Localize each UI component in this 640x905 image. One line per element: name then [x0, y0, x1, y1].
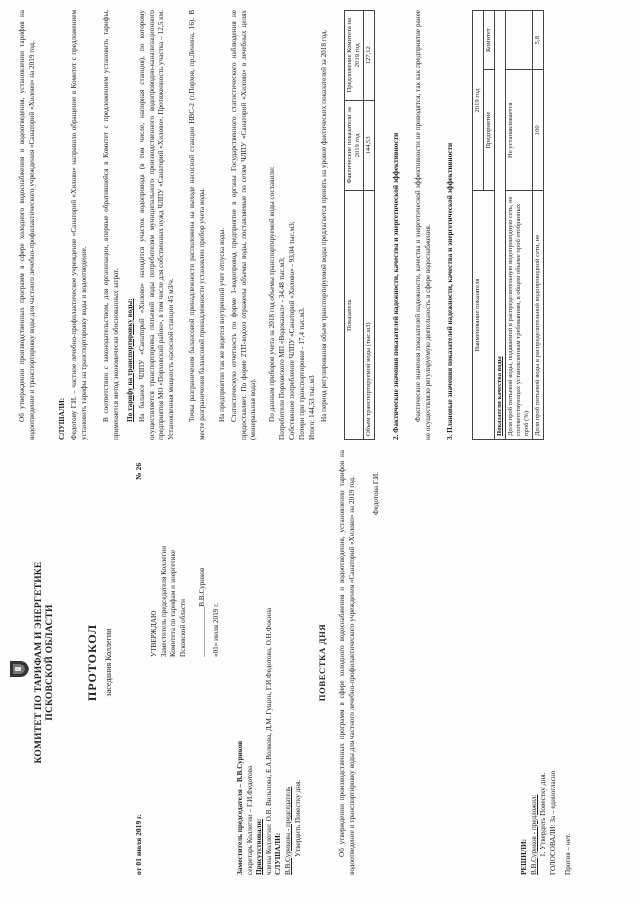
table-row [533, 11, 544, 440]
para-5: На предприятии так же ведется внутренний учет отпуска воды. [218, 228, 226, 422]
right-column [0, 10, 640, 440]
agenda-heading: ПОВЕСТКА ДНЯ [317, 623, 327, 702]
heard-text: В.В.Сурикова - председатель [283, 786, 292, 875]
table-header-cell: Наименование показателя [473, 191, 495, 440]
agenda-item: Об утверждении производственных программ в сфере холодного водоснабжения и водоотведения, установлении тарифов на водоотведение и транспортировку воды для частного лечебно-профилактического учреждения «Санаторий «Хилово» на 2019 год. [338, 450, 356, 875]
table-header-row [473, 11, 484, 440]
attendees-block [236, 450, 303, 875]
resolution-block [520, 450, 574, 875]
table-header-cell: Комитет [484, 11, 495, 70]
approval-heading: УТВЕРЖДАЮ [150, 610, 158, 657]
table-cell: 5,8 [533, 11, 544, 70]
table-header-cell: Фактические показатели за 2019 год [345, 100, 364, 191]
table-header-cell: 2019 год [473, 11, 484, 191]
para-3: На балансе ЧЛПУ «Санаторий «Хилово» находится участок водопровода (в том числе, напорная станция), по которому осуществляется транспортировка питьевой воды потребителям муниципального производственного водопроводно-канализационного предприятия МО «Порховский район», в том числе для собственных нужд ЧЛПУ «Санаторий «Хилово». Протяженность участка – 12,5 км. Установленная мощность насосной станции 45 м3/ч. [138, 10, 175, 440]
para-10: Потери при транспортировке - 17,4 тыс.м3. [298, 307, 306, 440]
table-cell: 144,53 [364, 100, 375, 191]
para-7: По данным приборов учета за 2018 год объемы транспортируемой воды составили: [268, 166, 276, 422]
document-subtitle: заседания Коллегии [104, 628, 113, 697]
item-title: Об утверждении производственных программ в сфере холодного водоснабжения и водоотведения, установлении тарифов на водоотведение и транспортировку воды для частного лечебно-профилактического учреждения «Санаторий «Хилово» на 2019 год. [18, 10, 36, 440]
resolution-proposer: В.В.Суриков - предложил: [529, 794, 538, 875]
table-row [364, 11, 375, 440]
water-transport-heading: По тарифу на транспортировку воды: [126, 298, 134, 422]
approval-committee: Комитета по тарифам и энергетике [169, 549, 178, 657]
agenda-speaker: Федотова Г.И. [372, 472, 380, 515]
approval-block [150, 457, 222, 657]
table-header-cell: Предложение Комитета на 2019 год [345, 11, 364, 101]
para-4: Точка разграничения балансовой принадлежности расположена на выходе насосной станции НВС-2 (г.Порхов, пр.Ленина, 16). В месте разграничения балансовой принадлежности установлен прибор учета воды. [188, 10, 206, 440]
present-heading: Присутствовали: [255, 818, 264, 875]
para-2: В соответствии с законодательством, для организации, впервые обратившейся в Комитет с предложением установить тарифы, применяется метод экономически обоснованных затрат. [102, 10, 120, 440]
table-header-cell: Предприятие [484, 70, 495, 191]
heard-heading: СЛУШАЛИ: [274, 832, 283, 875]
volume-table [344, 10, 375, 440]
approve-agenda: Утвердить Повестку дня. [293, 779, 302, 857]
resolution-item: 1. Утвердить Повестку дня. [539, 772, 548, 857]
org-name [34, 450, 56, 875]
para-6: Статистическую отчетность по форме 1-водопровод предприятие в органы Государственного статистического наблюдения не предоставляет. По форме 2ТП-водхоз отражены объемы воды, поставляемые по сетям ЧЛПУ «Санаторий «Хилово» в лечебных целях (минеральная вода). [230, 10, 258, 440]
deputy-chair: Заместитель председателя – В.В.Суриков [236, 740, 244, 875]
table-cell [506, 11, 533, 70]
table-cell: Доля проб питьевой воды, подаваемой в распределительную водопроводную сеть, не соответствующих установленным требованиям, в общем объеме проб отобранных проб (%) [506, 191, 533, 440]
approval-date: «01» июля 2019 г. [211, 602, 220, 657]
table-cell: 100 [533, 70, 544, 191]
para-8: Потребители Порховского МП «Водоканал» - 34,48 тыс.м3; [278, 257, 286, 440]
para-1: Федотову Г.И. – частное лечебно-профилактическое учреждение «Санаторий «Хилово» направило обращение в Комитет с предложением установить тарифы на транспортировку воды и водоотведение. [70, 10, 88, 440]
table-row [506, 11, 533, 440]
section-2-heading: 2. Фактические значения показателей надежности, качества и энергетической эффективности [392, 132, 400, 440]
right-heard-heading: СЛУШАЛИ: [58, 397, 66, 440]
members-list: члены Коллегии: О.В. Вильпова, Е.А.Волкова, Д.М. Гущин, Г.И.Федотова, О.Н.Фокина [264, 607, 273, 875]
left-column [0, 450, 640, 875]
para-12: На период регулирования объем транспортируемой воды предлагается принять на уровне фактических показателей за 2018 год. [320, 29, 328, 422]
protocol-date: от 01 июля 2019 г. [134, 814, 143, 875]
table-group-label: Показатели качества воды [495, 11, 506, 440]
approval-signature: ______________В.В.Суриков [198, 567, 207, 657]
table-cell: Доля проб питьевой воды в распределительной водопроводной сети, не [533, 191, 544, 440]
secretary: секретарь Коллегии – Г.И.Федотова [245, 765, 254, 875]
section-3-heading: 3. Плановые значения показателей надежности, качества и энергетической эффективности [446, 142, 454, 440]
table-cell: Объем транспортируемой воды (тыс.м3) [364, 191, 375, 440]
table-header-cell: Показатель [345, 191, 364, 440]
coat-of-arms-icon [8, 659, 30, 679]
para-9: Собственное потребление ЧЛПУ «Санаторий «Хилово» - 93,04 тыс.м3; [288, 221, 296, 440]
org-line-1: КОМИТЕТ ПО ТАРИФАМ И ЭНЕРГЕТИКЕ [34, 561, 44, 764]
para-13: Фактические значения показателей надежности, качества и энергетической эффективности не приводятся, так как предприятие ранее не осуществляло регулируемую деятельность в сфере водоснабжения. [414, 10, 432, 440]
approval-region: Псковской области [178, 598, 187, 657]
protocol-number: № 26 [134, 462, 143, 480]
document-title: ПРОТОКОЛ [85, 623, 99, 702]
para-11: Итого: 144,53 тыс.м3 [308, 375, 316, 440]
vote-result: ГОЛОСОВАЛИ: За – единогласно [548, 770, 557, 875]
org-line-2: ПСКОВСКОЙ ОБЛАСТИ [45, 604, 55, 721]
table-group-row [495, 11, 506, 440]
vote-against: Против – нет. [564, 833, 573, 875]
table-cell: Не устанавливается [506, 70, 533, 191]
indicators-table [472, 10, 544, 440]
table-header-row [345, 11, 364, 440]
resolution-heading: РЕШИЛИ: [520, 838, 528, 875]
table-cell: 127,12 [364, 11, 375, 101]
approval-position: Заместитель председателя Коллегии [159, 545, 168, 657]
